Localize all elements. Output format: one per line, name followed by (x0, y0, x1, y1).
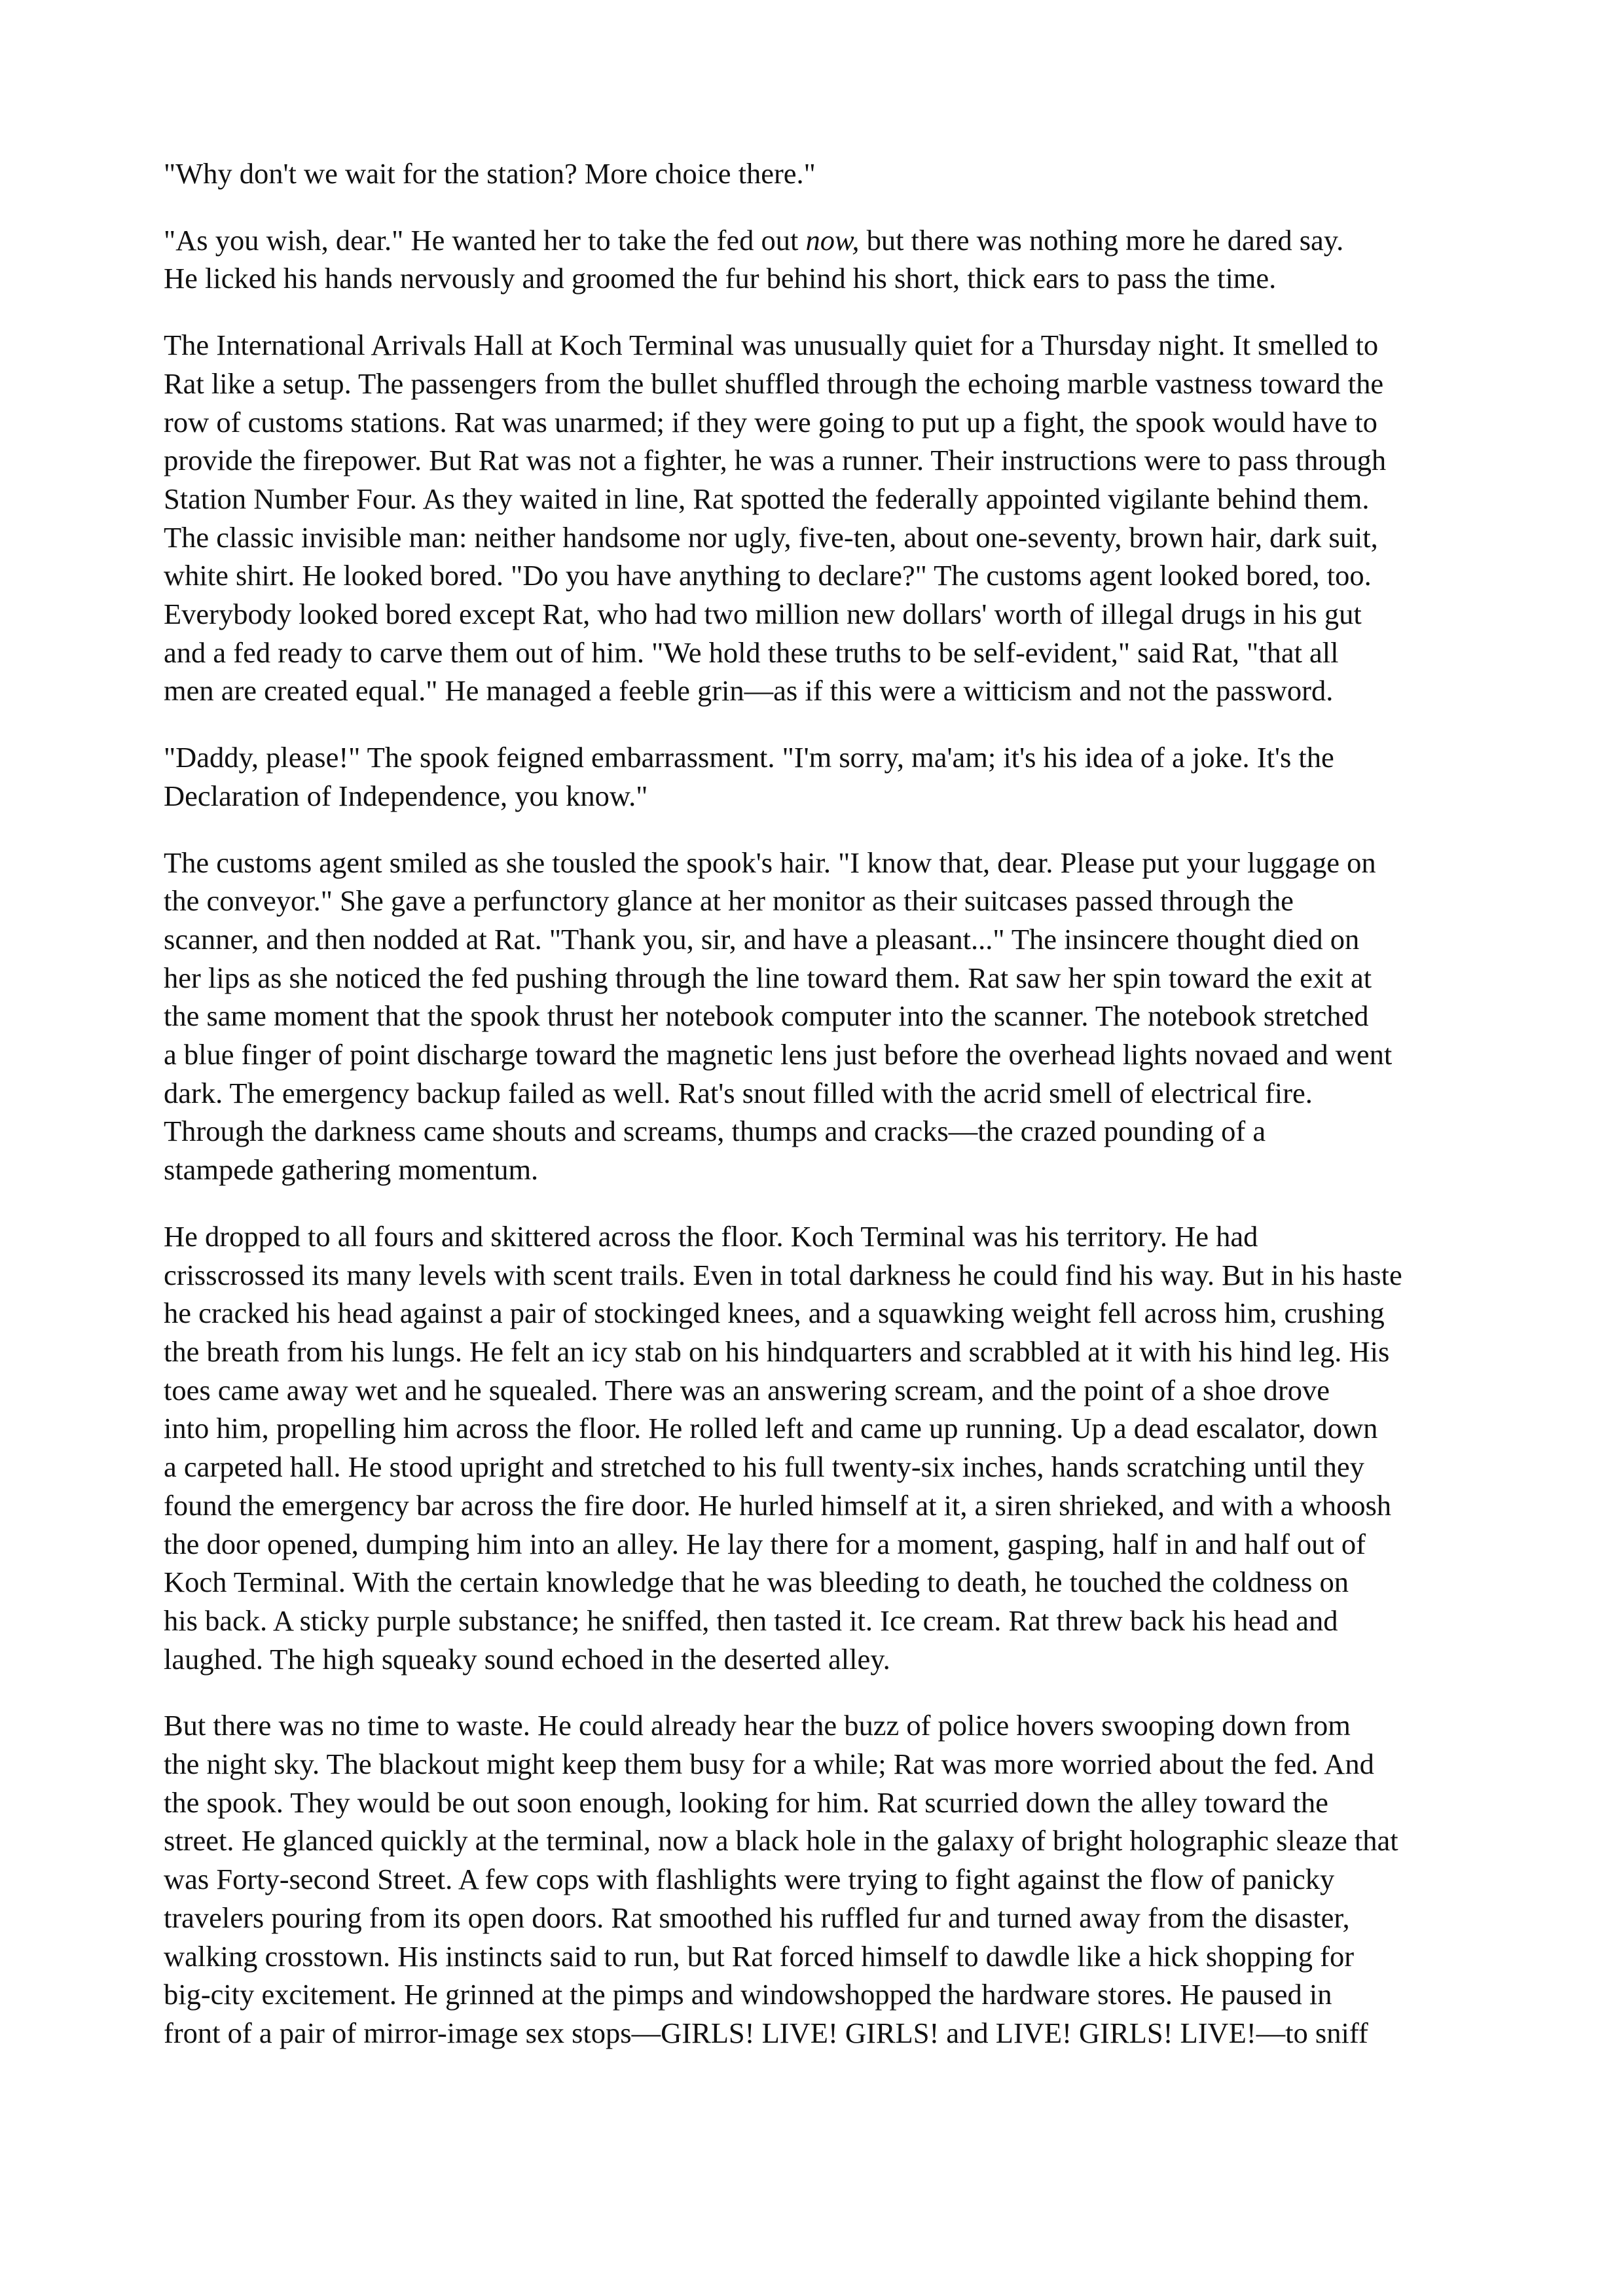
text-line: a blue finger of point discharge toward the magnetic lens just before the overhead lights novaed and went (164, 1038, 1393, 1071)
text-line: the door opened, dumping him into an alley. He lay there for a moment, gasping, half in and half out of (164, 1527, 1366, 1560)
text-line: row of customs stations. Rat was unarmed; if they were going to put up a fight, the spook would have to (164, 405, 1377, 439)
text-line: Koch Terminal. With the certain knowledge that he was bleeding to death, he touched the coldness on (164, 1566, 1349, 1599)
text-line: the same moment that the spook thrust her notebook computer into the scanner. The notebook stretched (164, 999, 1369, 1033)
text-line: Declaration of Independence, you know." (164, 779, 648, 812)
text-line: He dropped to all fours and skittered across the floor. Koch Terminal was his territory. He had (164, 1219, 1258, 1253)
text-line: walking crosstown. His instincts said to run, but Rat forced himself to dawdle like a hick shopping for (164, 1939, 1355, 1973)
text-line: The customs agent smiled as she tousled the spook's hair. "I know that, dear. Please put your luggage on (164, 846, 1376, 879)
text-line: laughed. The high squeaky sound echoed in the deserted alley. (164, 1642, 890, 1676)
text-line: Everybody looked bored except Rat, who had two million new dollars' worth of illegal drugs in his gut (164, 598, 1362, 631)
text-line: The classic invisible man: neither handsome nor ugly, five-ten, about one-seventy, brown hair, dark suit, (164, 520, 1378, 554)
paragraph (164, 154, 1473, 193)
text-line: toes came away wet and he squealed. There was an answering scream, and the point of a shoe drove (164, 1373, 1330, 1407)
text-line: Rat like a setup. The passengers from the bullet shuffled through the echoing marble vastness toward the (164, 367, 1384, 400)
emphasized-word: now, (805, 223, 860, 257)
text-line: He licked his hands nervously and groomed the fur behind his short, thick ears to pass the time. (164, 262, 1277, 295)
paragraph (164, 326, 1473, 710)
paragraph (164, 1217, 1473, 1678)
body-text (164, 154, 1473, 2081)
text-line: travelers pouring from its open doors. Rat smoothed his ruffled fur and turned away from the disaster, (164, 1901, 1350, 1934)
text-line: The International Arrivals Hall at Koch Terminal was unusually quiet for a Thursday night. It smelled to (164, 329, 1379, 362)
text-line: he cracked his head against a pair of stockinged knees, and a squawking weight fell across him, crushing (164, 1297, 1385, 1330)
text-line: dark. The emergency backup failed as well. Rat's snout filled with the acrid smell of electrical fire. (164, 1076, 1313, 1109)
paragraph (164, 738, 1473, 815)
text-line: stampede gathering momentum. (164, 1153, 539, 1187)
text-line: a carpeted hall. He stood upright and stretched to his full twenty-six inches, hands scratching until they (164, 1450, 1364, 1484)
text-line: "Daddy, please!" The spook feigned embarrassment. "I'm sorry, ma'am; it's his idea of a joke. It's the (164, 741, 1334, 774)
text-line: her lips as she noticed the fed pushing through the line toward them. Rat saw her spin toward the exit at (164, 961, 1372, 994)
text-line: and a fed ready to carve them out of him. "We hold these truths to be self-evident," said Rat, "that all (164, 636, 1339, 669)
text-line: But there was no time to waste. He could already hear the buzz of police hovers swooping down from (164, 1709, 1351, 1742)
text-line: Station Number Four. As they waited in line, Rat spotted the federally appointed vigilante behind them. (164, 482, 1370, 515)
text-line: into him, propelling him across the floor. He rolled left and came up running. Up a dead escalator, down (164, 1412, 1378, 1445)
text-line: street. He glanced quickly at the terminal, now a black hole in the galaxy of bright holographic sleaze that (164, 1824, 1398, 1857)
text-line: scanner, and then nodded at Rat. "Thank you, sir, and have a pleasant..." The insincere thought died on (164, 922, 1360, 956)
text-line: was Forty-second Street. A few cops with flashlights were trying to fight against the flow of panicky (164, 1863, 1335, 1896)
text-line (164, 221, 1473, 260)
text-line: men are created equal." He managed a feeble grin—as if this were a witticism and not the password. (164, 674, 1334, 708)
line-segment: but there was nothing more he dared say. (859, 223, 1344, 257)
text-line: the breath from his lungs. He felt an icy stab on his hindquarters and scrabbled at it with his hind leg. His (164, 1335, 1390, 1368)
paragraph (164, 1706, 1473, 2052)
text-line: the spook. They would be out soon enough, looking for him. Rat scurried down the alley toward the (164, 1785, 1328, 1819)
text-line: front of a pair of mirror-image sex stops—GIRLS! LIVE! GIRLS! and LIVE! GIRLS! LIVE!—to sniff (164, 2016, 1368, 2049)
text-line: his back. A sticky purple substance; he sniffed, then tasted it. Ice cream. Rat threw back his head and (164, 1604, 1338, 1637)
text-line: big-city excitement. He grinned at the pimps and windowshopped the hardware stores. He paused in (164, 1978, 1332, 2011)
paragraph (164, 844, 1473, 1189)
text-line: the night sky. The blackout might keep them busy for a while; Rat was more worried about the fed. And (164, 1748, 1374, 1781)
text-line: "Why don't we wait for the station? More choice there." (164, 157, 816, 190)
text-line: Through the darkness came shouts and screams, thumps and cracks—the crazed pounding of a (164, 1115, 1266, 1148)
text-line: white shirt. He looked bored. "Do you have anything to declare?" The customs agent looked bored, too. (164, 559, 1372, 592)
paragraph (164, 221, 1473, 298)
text-line: found the emergency bar across the fire door. He hurled himself at it, a siren shrieked, and with a whoosh (164, 1488, 1392, 1522)
text-line: the conveyor." She gave a perfunctory glance at her monitor as their suitcases passed through the (164, 884, 1294, 918)
text-line: crisscrossed its many levels with scent trails. Even in total darkness he could find his way. But in his haste (164, 1258, 1402, 1291)
text-line: provide the firepower. But Rat was not a fighter, he was a runner. Their instructions were to pass through (164, 444, 1387, 477)
line-segment: "As you wish, dear." He wanted her to take the fed out (164, 223, 806, 257)
